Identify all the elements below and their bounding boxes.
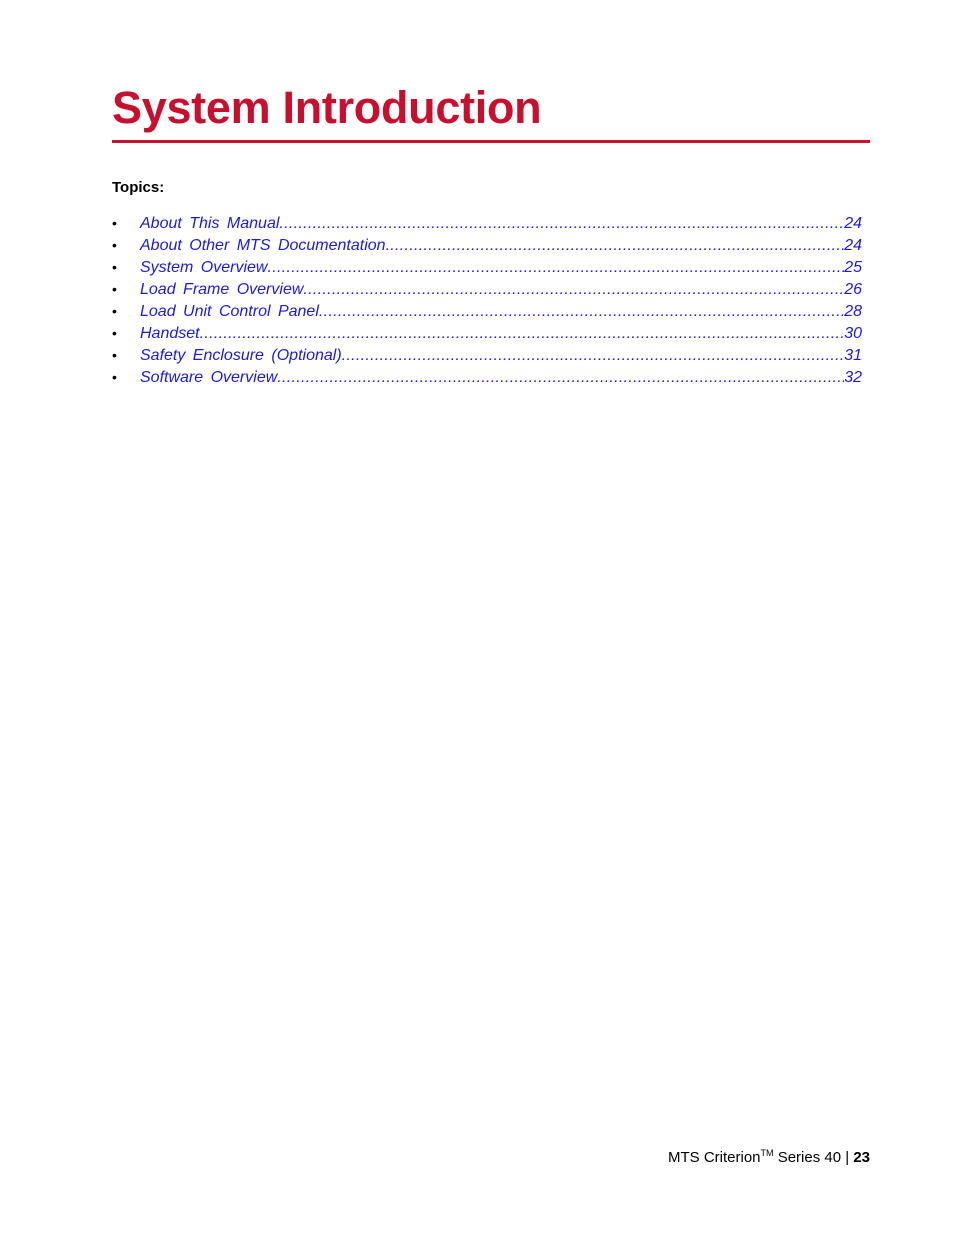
bullet-icon: • [112, 237, 117, 253]
bullet-icon: • [112, 281, 117, 297]
toc-item [112, 212, 862, 234]
bullet-icon: • [112, 325, 117, 341]
toc-page-number: 24 [844, 215, 862, 232]
toc-link-system-overview[interactable] [140, 257, 862, 279]
toc-link-about-this-manual[interactable] [140, 213, 862, 235]
footer-series: Series 40 [777, 1149, 842, 1166]
toc-item [112, 322, 862, 344]
bullet-icon: • [112, 369, 117, 385]
footer-separator: | [845, 1149, 850, 1166]
toc-page-number: 31 [844, 347, 862, 364]
toc-item [112, 278, 862, 300]
footer-trademark: TM [760, 1148, 774, 1158]
bullet-icon: • [112, 215, 117, 231]
toc-page-number: 32 [844, 369, 862, 386]
toc-item [112, 300, 862, 322]
toc-link-label: Load Frame Overview [140, 281, 304, 298]
toc-link-load-unit-control-panel[interactable] [140, 301, 862, 323]
title-rule [112, 140, 870, 143]
bullet-icon: • [112, 259, 117, 275]
footer-product: MTS Criterion [668, 1149, 761, 1166]
toc-item [112, 256, 862, 278]
toc-link-label: About This Manual [140, 215, 280, 232]
toc-leader-dots [319, 301, 844, 323]
toc-leader-dots [303, 279, 844, 301]
toc-item [112, 234, 862, 256]
toc-link-label: System Overview [140, 259, 268, 276]
toc-link-safety-enclosure[interactable] [140, 345, 862, 367]
toc-page-number: 24 [844, 237, 862, 254]
toc-page-number: 28 [844, 303, 862, 320]
toc-leader-dots [342, 345, 845, 367]
toc-link-about-other-mts-documentation[interactable] [140, 235, 862, 257]
toc-link-label: About Other MTS Documentation [140, 237, 386, 254]
toc-page-number: 26 [844, 281, 862, 298]
toc-page-number: 25 [844, 259, 862, 276]
toc-item [112, 344, 862, 366]
topics-heading: Topics: [112, 179, 165, 196]
toc-item [112, 366, 862, 388]
toc-link-load-frame-overview[interactable] [140, 279, 862, 301]
toc-link-label: Safety Enclosure (Optional) [140, 347, 342, 364]
toc-leader-dots [279, 213, 844, 235]
toc-leader-dots [386, 235, 845, 257]
toc-page-number: 30 [844, 325, 862, 342]
toc-link-handset[interactable] [140, 323, 862, 345]
toc-leader-dots [200, 323, 845, 345]
toc-link-label: Load Unit Control Panel [140, 303, 319, 320]
page-title: System Introduction [112, 82, 542, 133]
toc-leader-dots [277, 367, 844, 389]
bullet-icon: • [112, 303, 117, 319]
toc-list [112, 212, 862, 388]
toc-link-label: Software Overview [140, 369, 278, 386]
toc-link-software-overview[interactable] [140, 367, 862, 389]
page-footer [668, 1148, 870, 1168]
bullet-icon: • [112, 347, 117, 363]
toc-link-label: Handset [140, 325, 200, 342]
toc-leader-dots [267, 257, 844, 279]
footer-page-number: 23 [853, 1149, 870, 1166]
